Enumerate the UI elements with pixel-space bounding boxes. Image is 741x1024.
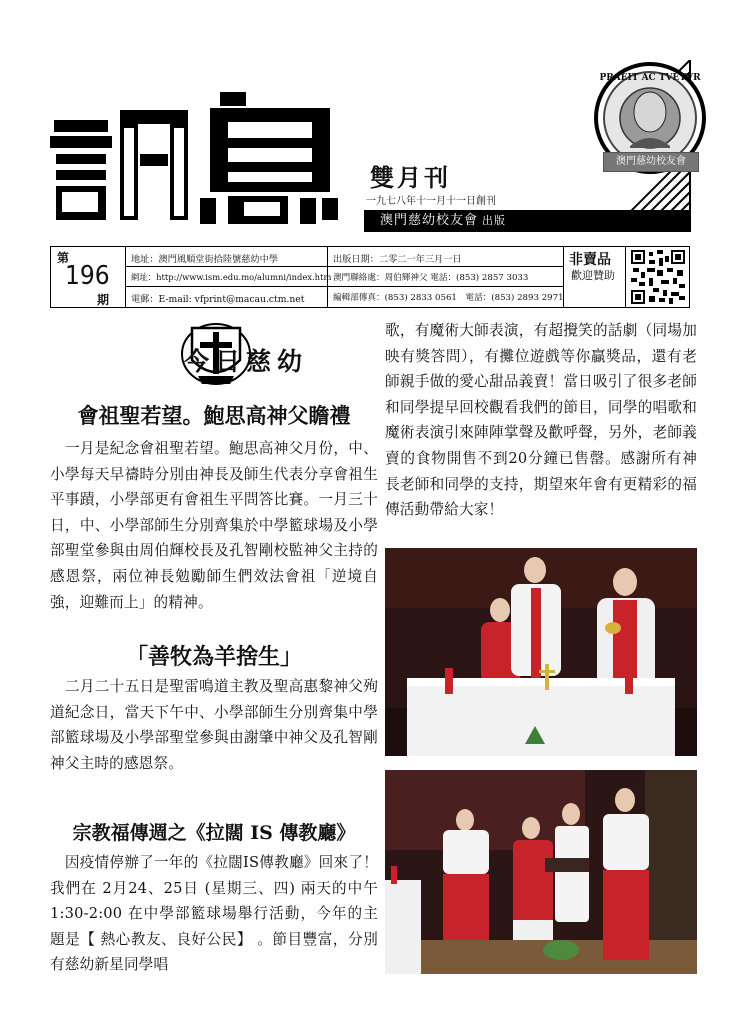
article-heading: 「善牧為羊捨生」 (125, 644, 302, 670)
frequency-label: 雙月刊 (370, 163, 451, 192)
website-link[interactable]: 網址：http://www.ism.edu.mo/alumni/index.htm (131, 272, 332, 282)
issue-info-table (50, 246, 690, 308)
issue-number: 196 (65, 261, 110, 291)
founded-date: 一九七八年十一月十一日創刊 (366, 196, 496, 207)
publisher-name: 澳門慈幼校友會 (380, 213, 479, 228)
seal-motto: PRAEIT AC TVETVR (599, 73, 701, 83)
contact-info: 澳門聯絡處：周伯輝神父 電話：(853) 2857 3033 (333, 273, 529, 283)
mass-altar-photo (385, 548, 697, 756)
article-body: 因疫情停辦了一年的《拉闊IS傳教廳》回來了！我們在 2月24、25日 (星期三、四) 兩天的中午 1:30-2:00 在中學部籃球場舉行活動，今年的主題是【 熱心教友、良好公民】 。節目豐富，分別有慈幼新星同學唱 (50, 854, 378, 974)
not-for-sale-label: 非賣品 (569, 252, 611, 268)
publish-date: 出版日期：二零二一年三月一日 (333, 254, 462, 265)
section-title: 今日慈幼 (184, 347, 309, 376)
article-heading: 宗教福傳週之《拉闊 IS 傳教廳》 (72, 822, 356, 844)
article-heading: 會祖聖若望。鮑思高神父瞻禮 (77, 403, 351, 428)
issue-number-box (51, 247, 125, 306)
qr-code[interactable] (631, 250, 685, 304)
publisher-suffix: 出版 (482, 214, 507, 227)
seal-caption: 澳門慈幼校友會 (603, 152, 699, 172)
issue-suffix: 期 (97, 293, 110, 307)
masthead-title-logo (50, 80, 350, 230)
email-link[interactable]: 電郵：E-mail: vfprint@macau.ctm.net (131, 294, 305, 305)
clergy-servers-photo (385, 770, 697, 974)
address: 地址：澳門風順堂街拾陸號慈幼中學 (131, 254, 278, 265)
issue-label: 第 (57, 251, 70, 265)
article-body: 二月二十五日是聖雷鳴道主教及聖高惠黎神父殉道紀念日，當天下午中、小學部師生分別齊集中學部籃球場及小學部聖堂參與由謝肇中神父及孔智剛神父主時的感恩祭。 (50, 678, 378, 772)
article-body-continued: 歌，有魔術大師表演，有超攪笑的話劇（同場加映有獎答問），有攤位遊戲等你贏獎品，還有老師親手做的愛心甜品義賣！當日吸引了很多老師和同學提早回校觀看我們的節目，同學的唱歌和魔術表演引來陣陣掌聲及歡呼聲，另外，老師義賣的食物開售不到20分鐘已售罄。感謝所有神長老師和同學的支持，期望來年會有更精彩的福傳活動帶給大家！ (385, 322, 697, 519)
editorial-contact: 編輯部傳真：(853) 2833 0561 電話：(853) 2893 2971 (333, 293, 564, 303)
masthead (50, 60, 701, 230)
article-body: 一月是紀念會祖聖若望。鮑思高神父月份，中、小學每天早禱時分別由神長及師生代表分享會祖生平事蹟，小學部更有會祖生平問答比賽。一月三十日，中、小學部師生分別齊集於中學籃球場及小學部聖堂參與由周伯輝校長及孔智剛校監神父主持的感恩祭，兩位神長勉勵師生們效法會祖「逆境自強，迎難而上」的精神。 (50, 440, 378, 611)
sponsor-label: 歡迎贊助 (571, 269, 615, 282)
publisher-bar (364, 210, 690, 232)
